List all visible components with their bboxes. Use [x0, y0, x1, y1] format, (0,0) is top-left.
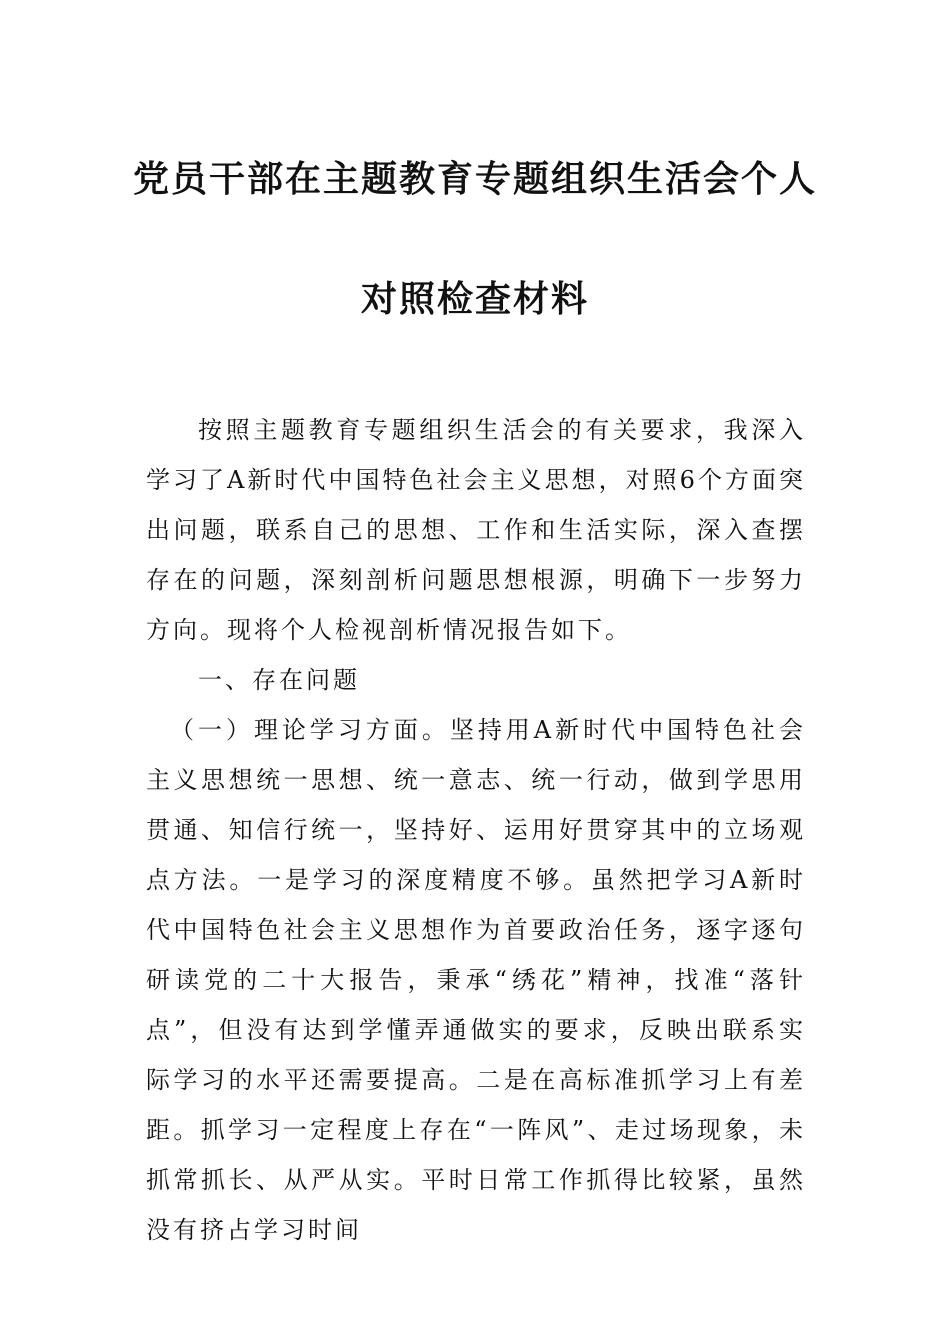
document-body	[146, 405, 806, 1255]
document-title-line-1: 党员干部在主题教育专题组织生活会个人	[132, 159, 817, 200]
document-title-line-2: 对照检查材料	[360, 279, 589, 320]
theory-study-paragraph: （一）理论学习方面。坚持用A新时代中国特色社会主义思想统一思想、统一意志、统一行动，做到学思用贯通、知信行统一，坚持好、运用好贯穿其中的立场观点方法。一是学习的深度精度不够。虽然把学习A新时代中国特色社会主义思想作为首要政治任务，逐字逐句研读党的二十大报告，秉承“绣花”精神，找准“落针点”，但没有达到学懂弄通做实的要求，反映出联系实际学习的水平还需要提高。二是在高标准抓学习上有差距。抓学习一定程度上存在“一阵风”、走过场现象，未抓常抓长、从严从实。平时日常工作抓得比较紧，虽然没有挤占学习时间	[146, 716, 806, 1244]
intro-paragraph: 按照主题教育专题组织生活会的有关要求，我深入学习了A新时代中国特色社会主义思想，对照6个方面突出问题，联系自己的思想、工作和生活实际，深入查摆存在的问题，深刻剖析问题思想根源，明确下一步努力方向。现将个人检视剖析情况报告如下。	[146, 416, 806, 644]
section-heading-problems: 一、存在问题	[198, 666, 360, 694]
